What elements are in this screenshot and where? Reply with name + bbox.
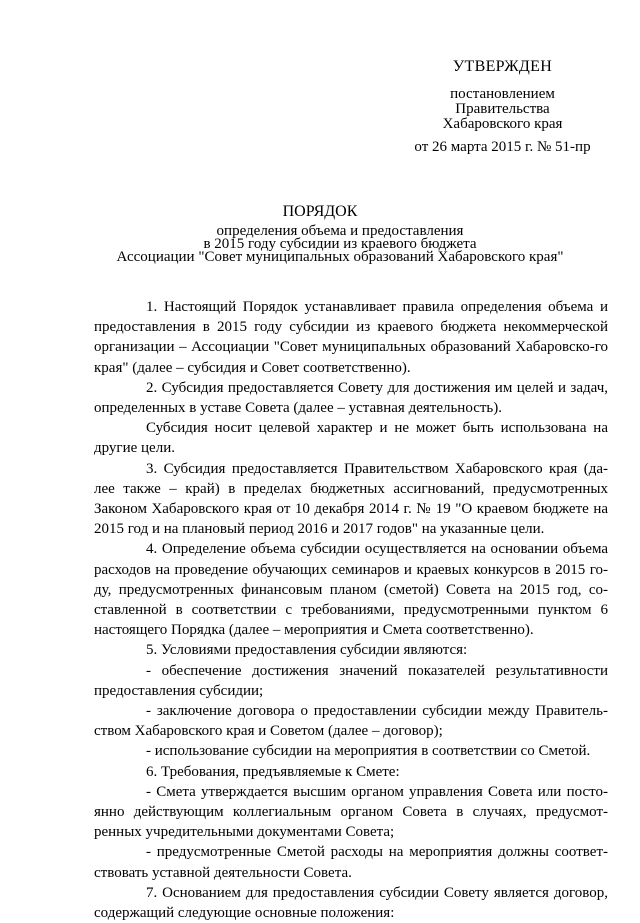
document-subtitle xyxy=(90,225,590,264)
list-item: - обеспечение достижения значений показателей результативности предоставления субсидии; xyxy=(94,662,608,699)
paragraph-4: 4. Определение объема субсидии осуществляется на основании объема расходов на проведение обучающих семинаров и краевых конкурсов в 2015 го-ду, предусмотренных финансовым планом (сметой) Совета на 2015 год, со-ставленной в соответствии с требованиями, предусмотренными пунктом 6 настоящего Порядка (далее – мероприятия и Смета соответственно). xyxy=(94,541,608,639)
paragraph-5: 5. Условиями предоставления субсидии являются: xyxy=(146,642,468,659)
paragraph-2-note: Субсидия носит целевой характер и не может быть использована на другие цели. xyxy=(94,420,608,457)
paragraph-6: 6. Требования, предъявляемые к Смете: xyxy=(146,763,400,780)
paragraph-2: 2. Субсидия предоставляется Совету для достижения им целей и задач, определенных в уставе Совета (далее – уставная деятельность). xyxy=(94,379,608,417)
paragraph-3: 3. Субсидия предоставляется Правительством Хабаровского края (да-лее также – край) в пределах бюджетных ассигнований, предусмотренных Законом Хабаровского края от 10 декабря 2014 г. № 19 "О краевом бюджете на 2015 год и на плановый период 2016 и 2017 годов" на указанные цели. xyxy=(94,460,608,538)
list-item: - предусмотренные Сметой расходы на мероприятия должны соответ-ствовать уставной деятельности Совета. xyxy=(94,844,608,881)
approval-line: Правительства xyxy=(455,101,550,117)
subtitle-line: Ассоциации "Совет муниципальных образований Хабаровского края" xyxy=(116,249,564,265)
document-body xyxy=(94,297,608,923)
list-item: - использование субсидии на мероприятия в соответствии со Сметой. xyxy=(146,743,591,760)
paragraph-1: 1. Настоящий Порядок устанавливает правила определения объема и предоставления в 2015 году субсидии из краевого бюджета некоммерческой организации – Ассоциации "Совет муниципальных образований Хабаровско-го края" (далее – субсидия и Совет соответственно). xyxy=(94,299,608,376)
approval-date: от 26 марта 2015 г. № 51-пр xyxy=(414,139,591,155)
approval-title: УТВЕРЖДЕН xyxy=(452,58,553,75)
document-title: ПОРЯДОК xyxy=(282,203,358,220)
paragraph-7: 7. Основанием для предоставления субсидии Совету является договор, содержащий следующие основные положения: xyxy=(94,884,608,922)
approval-line: Хабаровского края xyxy=(442,116,563,132)
approval-stamp xyxy=(395,57,610,155)
approval-line: постановлением xyxy=(450,86,555,102)
subtitle-line: определения объема и предоставления xyxy=(216,223,464,239)
list-item: - Смета утверждается высшим органом управления Совета или посто-янно действующим коллегиальным органом Совета в случаях, предусмот-ренных учредительными документами Совета; xyxy=(94,783,608,841)
subtitle-line: в 2015 году субсидии из краевого бюджета xyxy=(203,236,477,252)
list-item: - заключение договора о предоставлении субсидии между Правитель-ством Хабаровского края и Советом (далее – договор); xyxy=(94,703,608,740)
